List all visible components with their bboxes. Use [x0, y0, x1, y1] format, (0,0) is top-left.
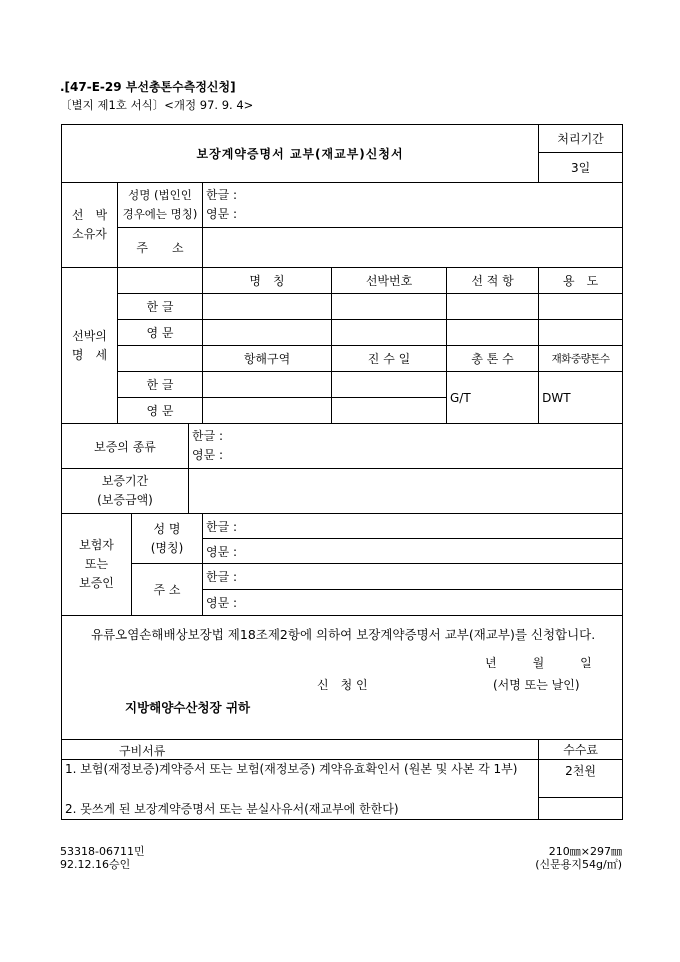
fee-value: 2천원 [539, 760, 623, 798]
guarantee-period-field[interactable] [189, 469, 623, 514]
ship-port-en-field[interactable] [447, 320, 539, 346]
form-title: 보장계약증명서 교부(재교부)신청서 [62, 125, 539, 183]
ship-use-field[interactable] [539, 294, 623, 320]
footer-size: 210㎜×297㎜ [548, 845, 622, 858]
insurer-section-label: 보험자 또는 보증인 [62, 514, 132, 616]
ship-row-ko-2: 한 글 [118, 372, 203, 398]
sign-label: (서명 또는 날인) [493, 678, 580, 692]
col-ship-name: 명 칭 [203, 268, 332, 294]
insurer-address-ko-field[interactable] [203, 564, 623, 590]
owner-section-label: 선 박 소유자 [62, 183, 118, 268]
insurer-address-en-field[interactable] [203, 590, 623, 616]
ship-number-en-field[interactable] [332, 320, 447, 346]
insurer-name-en-field[interactable] [203, 539, 623, 564]
guarantee-period-label: 보증기간 (보증금액) [62, 469, 189, 514]
insurer-name-ko: 한글 : [206, 519, 238, 534]
col-use: 용 도 [539, 268, 623, 294]
dwt-unit: DWT [542, 390, 571, 405]
ship-port-field[interactable] [447, 294, 539, 320]
area-ko-field[interactable] [203, 372, 332, 398]
addressee: 지방해양수산청장 귀하 [125, 700, 251, 715]
launch-ko-field[interactable] [332, 372, 447, 398]
document-item-2: 2. 못쓰게 된 보장계약증명서 또는 분실사유서(재교부에 한한다) [62, 798, 539, 820]
declaration-block [62, 616, 623, 740]
col-port: 선 적 항 [447, 268, 539, 294]
col-ship-number: 선박번호 [332, 268, 447, 294]
processing-label: 처리기간 [539, 125, 623, 153]
processing-value: 3일 [539, 153, 623, 183]
document-item-1: 1. 보험(재정보증)계약증서 또는 보험(재정보증) 계약유효확인서 (원본 및 사본 각 1부) [62, 760, 539, 798]
guarantee-type-ko: 한글 : [192, 429, 224, 443]
area-en-field[interactable] [203, 398, 332, 424]
footer-code: 53318-06711민 [60, 845, 145, 858]
ship-row-ko: 한 글 [118, 294, 203, 320]
insurer-name-ko-field[interactable] [203, 514, 623, 539]
guarantee-type-field[interactable] [189, 424, 623, 469]
gt-unit: G/T [450, 390, 471, 405]
col-dwt: 재화중량톤수 [539, 346, 623, 372]
form-code: .[47-E-29 부선총톤수측정신청] [60, 80, 236, 94]
owner-name-field[interactable] [203, 183, 623, 228]
guarantee-type-en: 영문 : [192, 448, 224, 462]
form-note: 〔별지 제1호 서식〕<개정 97. 9. 4> [60, 98, 254, 112]
ship-use-en-field[interactable] [539, 320, 623, 346]
owner-name-en: 영문 : [206, 207, 238, 221]
owner-address-field[interactable] [203, 228, 623, 268]
declaration-text: 유류오염손해배상보장법 제18조제2항에 의하여 보장계약증명서 교부(재교부)를 신청합니다. [91, 627, 596, 642]
insurer-name-label: 성 명 (명칭) [132, 514, 203, 564]
owner-name-ko: 한글 : [206, 188, 238, 202]
dwt-field[interactable] [539, 372, 623, 424]
fee-label: 수수료 [539, 740, 623, 760]
ship-row-en: 영 문 [118, 320, 203, 346]
footer-approval: 92.12.16승인 [60, 858, 131, 871]
ship-row-en-2: 영 문 [118, 398, 203, 424]
applicant-label: 신 청 인 [317, 678, 368, 692]
col-launch-date: 진 수 일 [332, 346, 447, 372]
ship-name-ko-field[interactable] [203, 294, 332, 320]
guarantee-type-label: 보증의 종류 [62, 424, 189, 469]
gross-tonnage-field[interactable] [447, 372, 539, 424]
owner-name-label: 성명 (법인인 경우에는 명칭) [118, 183, 203, 228]
insurer-name-en: 영문 : [206, 544, 238, 559]
insurer-address-label: 주 소 [132, 564, 203, 616]
col-tonnage: 총 톤 수 [447, 346, 539, 372]
launch-en-field[interactable] [332, 398, 447, 424]
insurer-address-ko: 한글 : [206, 570, 238, 584]
owner-address-label: 주 소 [118, 228, 203, 268]
declaration-date[interactable]: 년 월 일 [485, 656, 592, 670]
insurer-address-en: 영문 : [206, 596, 238, 610]
ship-name-en-field[interactable] [203, 320, 332, 346]
ship-section-label: 선박의 명 세 [62, 268, 118, 424]
footer-paper: (신문용지54g/㎡) [535, 858, 622, 871]
col-area: 항해구역 [203, 346, 332, 372]
ship-number-field[interactable] [332, 294, 447, 320]
application-form [61, 124, 623, 820]
documents-header: 구비서류 [62, 740, 539, 760]
